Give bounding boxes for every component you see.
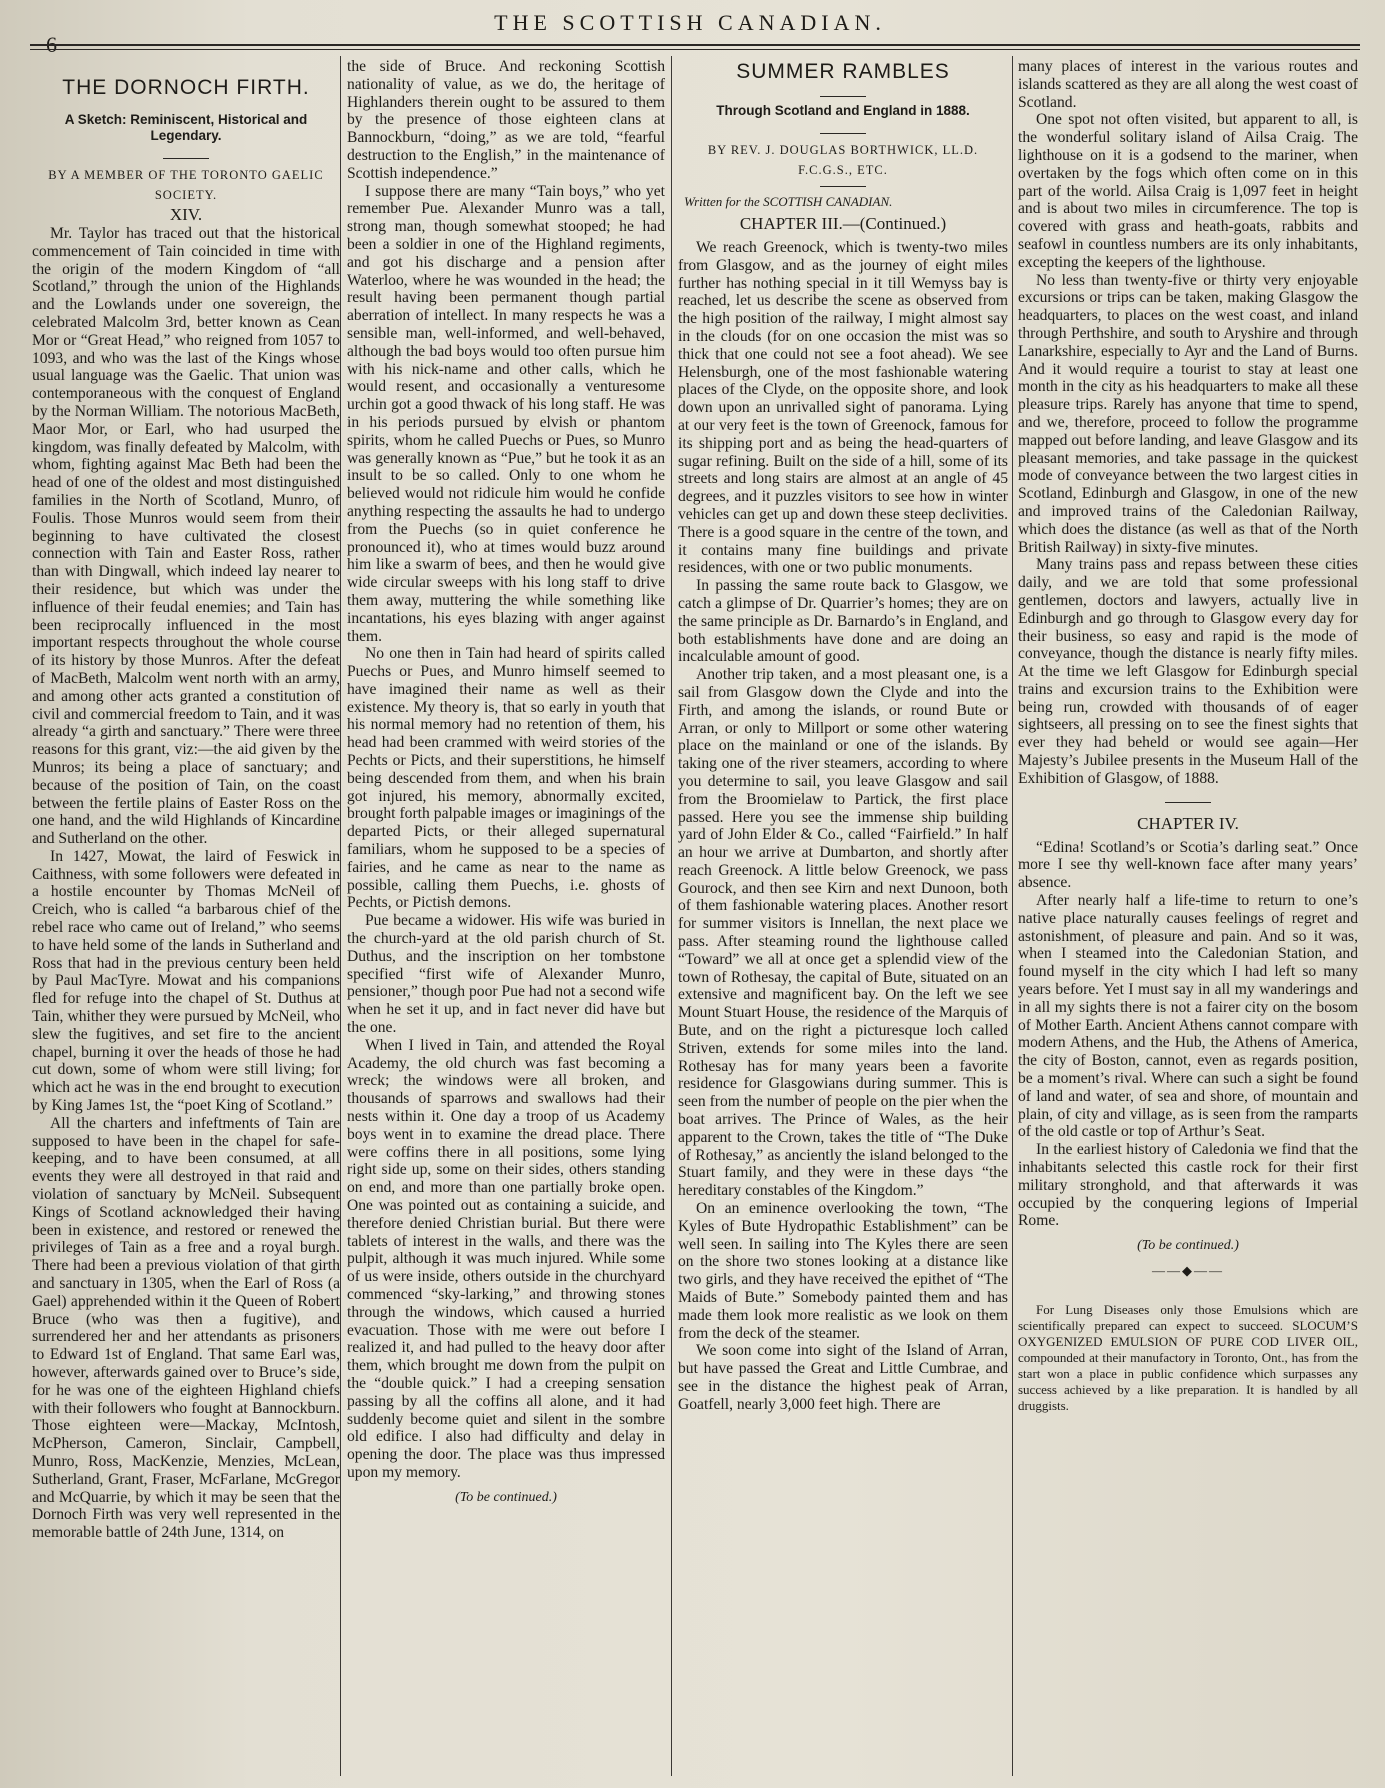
- part-numeral: XIV.: [169, 205, 203, 224]
- separator: [820, 96, 866, 97]
- separator: [163, 158, 209, 159]
- masthead-rule: [30, 44, 1360, 46]
- column-divider: [1012, 56, 1013, 1776]
- to-be-continued: (To be continued.): [1137, 1238, 1239, 1254]
- article-byline-rambles: BY REV. J. DOUGLAS BORTHWICK, LL.D.: [707, 143, 979, 157]
- written-for-note: Written for the SCOTTISH CANADIAN.: [684, 194, 893, 209]
- paragraph: When I lived in Tain, and attended the Royal Academy, the old church was fast becoming a wreck; the windows were all broken, and thousands of sparrows and swallows had their nests within it. One day a troop of us Academy boys went in to examine the dread place. There were coffins there in all positions, some lying right side up, some on their sides, others standing on end, and more than one partially broke open. One was pointed out as containing a suicide, and therefore denied Christian burial. But there were tablets of interest in the walls, and there was the pulpit, although it was much injured. While some of us were inside, others outside in the churchyard commenced “sky-larking,” and throwing stones through the windows, which caused a hurried evacuation. Those with me were out before I realized it, and had pulled to the heavy door after them, which brought me down from the pulpit on the “double quick.” I had a creeping sensation passing by all the coffins all alone, and it had suddenly become quiet and silent in the sombre old edifice. I also had difficulty and delay in opening the door. The place was thus impressed upon my memory.: [347, 1036, 665, 1481]
- separator: [820, 133, 866, 134]
- advertisement: [1018, 1302, 1358, 1414]
- chapter-heading: CHAPTER IV.: [1137, 813, 1239, 833]
- paragraph: On an eminence overlooking the town, “The Kyles of Bute Hydropathic Establishment” can be well seen. In sailing into The Kyles there are seen on the shore two stones looking at a distance like two girls, and they have received the epithet of “The Maids of Bute.” Somebody painted them and has made them look more realistic as we look on them from the deck of the steamer.: [678, 1200, 1008, 1342]
- article-title-rambles: SUMMER RAMBLES: [736, 60, 950, 83]
- masthead-rule-thin: [30, 49, 1360, 50]
- paragraph: Another trip taken, and a most pleasant one, is a sail from Glasgow down the Clyde and into the Firth, and among the islands, or round Bute or Arran, or only to Millport or some other watering place on the mainland or one of the islands. By taking one of the river steamers, according to where you determine to sail, you leave Glasgow and sail from the Broomielaw to Partick, the first place passed. Here you see the immense ship building yard of John Elder & Co., called “Fairfield.” In half an hour we arrive at Dumbarton, and shortly after reach Greenock. A little below Greenock, we pass Gourock, and then see Kirn and next Dunoon, both of them fashionable watering places. Another resort for summer visitors is Innellan, the next place we pass. After steaming round the lighthouse called “Toward” we all at once get a splendid view of the town of Rothesay, the capital of Bute, situated on an extensive and magnificent bay. On the left we see Mount Stuart House, the residence of the Marquis of Bute, and on the right a picturesque loch called Striven, extends for some miles into the land. Rothesay has for many years been a favorite residence for Glasgowians during summer. This is seen from the number of people on the pier when the boat arrives. The Prince of Wales, as the heir apparent to the Crown, takes the title of “The Duke of Rothesay,” as anciently the island belonged to the Stuart family, and they were in these days “the hereditary constables of the Kingdom.”: [678, 666, 1008, 1200]
- column-divider: [671, 56, 672, 1776]
- paragraph: Pue became a widower. His wife was buried in the church-yard at the old parish church of St. Duthus, and the inscription on her tombstone specified “first wife of Alexander Munro, pensioner,” though poor Pue had not a second wife when he set it up, and in fact never did have but the one.: [347, 912, 665, 1037]
- paragraph: In the earliest history of Caledonia we find that the inhabitants selected this castle rock for their first military stronghold, and that afterwards it was occupied by the conquering legions of Imperial Rome.: [1018, 1141, 1358, 1230]
- paragraph: One spot not often visited, but apparent to all, is the wonderful solitary island of Ailsa Craig. The lighthouse on it is a godsend to the mariner, when overtaken by the fogs which often come on in this part of the world. Ailsa Craig is 1,097 feet in height and is about two miles in circumference. The top is covered with grass and heath-goats, rabbits and seafowl in countless numbers are its only inhabitants, excepting the keepers of the lighthouse.: [1018, 111, 1358, 271]
- article-byline-credentials: F.C.G.S., ETC.: [798, 163, 888, 177]
- separator: [820, 186, 866, 187]
- paragraph: We soon come into sight of the Island of Arran, but have passed the Great and Little Cumbrae, and see in the distance the highest peak of Arran, Goatfell, nearly 3,000 feet high. There are: [678, 1342, 1008, 1413]
- paragraph: many places of interest in the various routes and islands scattered as they are all along the west coast of Scotland.: [1018, 58, 1358, 111]
- advertisement-text: For Lung Diseases only those Emulsions which are scientifically prepared can expect to succeed. SLOCUM’S OXYGENIZED EMULSION OF PURE COD LIVER OIL, compounded at their manufactory in Toronto, Ont., has from the start won a place in public confidence which surpasses any success achieved by a like preparation. It is handled by all druggists.: [1018, 1302, 1358, 1413]
- column-4: [1018, 58, 1358, 1780]
- column-3: [678, 58, 1008, 1780]
- paragraph: We reach Greenock, which is twenty-two miles from Glasgow, and as the journey of eight miles further has nothing special in it till Wemyss bay is reached, let us describe the scene as observed from the high position of the railway, I might almost say in the clouds (for on one occasion the mist was so thick that one could not see a foot ahead). We see Helensburgh, one of the most fashionable watering places of the Clyde, on the opposite shore, and look down upon an unrivalled sight of panorama. Lying at our very feet is the town of Greenock, famous for its shipping port and as being the head-quarters of sugar refining. Built on the side of a hill, some of its streets and long stairs are almost at an angle of 45 degrees, and it puzzles visitors to see how in winter vehicles can get up and down these steep declivities. There is a good square in the centre of the town, and it contains many fine buildings and private residences, with one or two public monuments.: [678, 239, 1008, 577]
- article-subtitle-rambles: Through Scotland and England in 1888.: [716, 103, 970, 118]
- to-be-continued: (To be continued.): [455, 1489, 557, 1505]
- article-title-dornoch: THE DORNOCH FIRTH.: [62, 76, 310, 99]
- column-2: [347, 58, 665, 1780]
- paragraph: All the charters and infeftments of Tain are supposed to have been in the chapel for safe-keeping, and to have been consumed, at all events they were all destroyed in that raid and violation of sanctuary by McNeil. Subsequent Kings of Scotland acknowledged their having been in existence, and restored or renewed the privileges of Tain as a free and a royal burgh. There had been a previous violation of that girth and sanctuary in 1305, when the Earl of Ross (a Gael) apprehended within it the Queen of Robert Bruce (who was then a fugitive), and surrendered her and her attendants as prisoners to Edward 1st of England. That same Earl was, however, afterwards gained over to Bruce’s side, for he was one of the eighteen Highland chiefs with their followers who fought at Bannockburn. Those eighteen were—Mackay, McIntosh, McPherson, Cameron, Sinclair, Campbell, Munro, Ross, MacKenzie, Menzies, McLean, Sutherland, Grant, Fraser, McFarlane, McGregor and McQuarrie, by which it may be seen that the Dornoch Firth was very well represented in the memorable battle of 24th June, 1314, on: [32, 1114, 340, 1542]
- article-byline-dornoch: BY A MEMBER OF THE TORONTO GAELIC SOCIETY.: [48, 168, 324, 202]
- column-divider: [340, 56, 341, 1776]
- paragraph: After nearly half a life-time to return to one’s native place naturally causes feelings of regret and astonishment, of pleasure and pain. And so it was, when I steamed into the Caledonian Station, and found myself in the city which I had left so many years before. Yet I must say in all my wanderings and in all my sights there is not a fairer city on the bosom of Mother Earth. Ancient Athens cannot compare with modern Athens, and the Hub, the Athens of America, the city of Boston, cannot, even as regards position, be a moment’s rival. Where can such a sight be found of land and water, of sea and shore, of mountain and plain, of city and village, as is seen from the ramparts of the old castle or top of Arthur’s Seat.: [1018, 892, 1358, 1141]
- paragraph: the side of Bruce. And reckoning Scottish nationality of value, as we do, the heritage of Highlanders therein ought to be assured to them by the presence of those eighteen clans at Bannockburn, “doing,” as we are told, “fearful destruction to the English,” in the maintenance of Scottish independence.”: [347, 58, 665, 182]
- separator: [1165, 802, 1211, 803]
- paragraph: Mr. Taylor has traced out that the historical commencement of Tain coincided in time with the origin of the modern Kingdom of “all Scotland,” through the union of the Highlands and the Lowlands under one sovereign, the celebrated Malcolm 3rd, better known as Cean Mor or “Great Head,” who reigned from 1057 to 1093, and who was the last of the Kings whose usual language was the Gaelic. That union was contemporaneous with the conquest of England by the Norman William. The notorious MacBeth, Maor Mor, or Earl, who had usurped the kingdom, was finally defeated by Malcolm, with whom, fighting against Mac Beth had been the head of one of the oldest and most distinguished families in the North of Scotland, Munro, of Foulis. Those Munros would seem from their beginning to have cultivated the closest connection with Tain and Easter Ross, rather than with Dingwall, which indeed lay nearer to their residence, but which was under the influence of their feudal enemies; and Tain has been reciprocally influenced in the most important respects throughout the whole course of its history by those Munros. After the defeat of MacBeth, Malcolm went north with an army, and among other acts granted a constitution of civil and commercial freedom to Tain, and it was already “a girth and sanctuary.” There were three reasons for this grant, viz:—the aid given by the Munros; its being a place of sanctuary; and because of the position of Tain, on the coast between the fertile plains of Easter Ross on the one hand, and the wild Highlands of Kincardine and Sutherland on the other.: [32, 225, 340, 848]
- page-number: 6: [46, 32, 57, 57]
- masthead: THE SCOTTISH CANADIAN.: [494, 10, 886, 35]
- paragraph: In 1427, Mowat, the laird of Feswick in Caithness, with some followers were defeated in a hostile encounter by Thomas McNeil of Creich, who is called “a barbarous chief of the rebel race who came out of Ireland,” who seems to have held some of the lands in Sutherland and Ross that had in the previous century been held by Paul MacTyre. Mowat and his companions fled for refuge into the chapel of St. Duthus at Tain, whither they were pursued by McNeil, who slew the fugitives, and set fire to the ancient chapel, burning it over the heads of those he had cut down, some of whom were still living; for which act he was in the end brought to execution by King James 1st, the “poet King of Scotland.”: [32, 847, 340, 1115]
- paragraph: In passing the same route back to Glasgow, we catch a glimpse of Dr. Quarrier’s homes; they are on the same principle as Dr. Barnardo’s in England, and both establishments have done and are doing an incalculable amount of good.: [678, 577, 1008, 666]
- paragraph: “Edina! Scotland’s or Scotia’s darling seat.” Once more I see thy well-known face after many years’ absence.: [1018, 838, 1358, 892]
- chapter-heading: CHAPTER III.—(Continued.): [739, 214, 947, 233]
- paragraph: Many trains pass and repass between these cities daily, and we are told that some professional gentlemen, doctors and lawyers, actually live in Edinburgh and go through to Glasgow every day for their business, so easy and rapid is the mode of conveyance, though the distance is nearly fifty miles. At the time we left Glasgow for Edinburgh special trains and excursion trains to the Exhibition were being run, crowded with thousands of of eager sightseers, all pressing on to see the finest sights that ever they had beheld or would see again—Her Majesty’s Jubilee presents in the Museum Hall of the Exhibition of Glasgow, of 1888.: [1018, 556, 1358, 787]
- article-subtitle-dornoch: A Sketch: Reminiscent, Historical and Legendary.: [64, 112, 308, 143]
- paragraph: No less than twenty-five or thirty very enjoyable excursions or trips can be taken, making Glasgow the headquarters, to places on the west coast, and inland through Perthshire, and south to Aryshire and through Lanarkshire, especially to Ayr and the Land of Burns. And it would require a tourist to stay at least one month in the city as his headquarters to make all these pleasure trips. Rarely has anyone that time to spend, and we, therefore, proceed to follow the programme mapped out before landing, and leave Glasgow and its pleasant memories, and take passage in the quickest mode of conveyance between the two largest cities in Scotland, Edinburgh and Glasgow, in one of the new and improved trains of the Caledonian Railway, which does the distance (as well as that of the North British Railway) in sixty-five minutes.: [1018, 271, 1358, 556]
- paragraph: No one then in Tain had heard of spirits called Puechs or Pues, and Munro himself seemed to have imagined their name as well as their existence. My theory is, that so early in youth that his normal memory had no retention of them, his head had been crammed with weird stories of the Pechts or Picts, and their superstitions, he himself being descended from them, and when his brain got injured, his memory, abnormally excited, brought forth palpable images or imaginings of the departed Picts, or their alleged supernatural familiars, whom he supposed to be a species of fairies, and he came as near to the name as possible, calling them Puechs, i.e. ghosts of Pechts, or Pictish demons.: [347, 645, 665, 912]
- column-1: [32, 58, 340, 1780]
- paragraph: I suppose there are many “Tain boys,” who yet remember Pue. Alexander Munro was a tall, strong man, though somewhat stooped; he had been a soldier in one of the Highland regiments, and got his discharge and a pension after Waterloo, where he was wounded in the head; the result having been permanent though partial aberration of intellect. In many respects he was a sensible man, well-informed, and well-behaved, although the bad boys would too often pursue him with his nick-name and other calls, which he would resent, and occasionally a venturesome urchin got a good thwack of his long staff. He was in his periods pursued by elvish or phantom spirits, whom he called Puechs or Pues, so Munro was generally known as “Pue,” but he took it as an insult to be so called. Only to one whom he believed would not ridicule him would he confide anything respecting the assaults he had to undergo from the Puechs (so in quiet conference he pronounced it), who at times would buzz around him like a swarm of bees, and then he would give wide circular sweeps with his long staff to drive them away, muttering the while something like incantations, his eyes blazing with anger against them.: [347, 182, 665, 645]
- ornament-divider: ——◆——: [1152, 1263, 1224, 1279]
